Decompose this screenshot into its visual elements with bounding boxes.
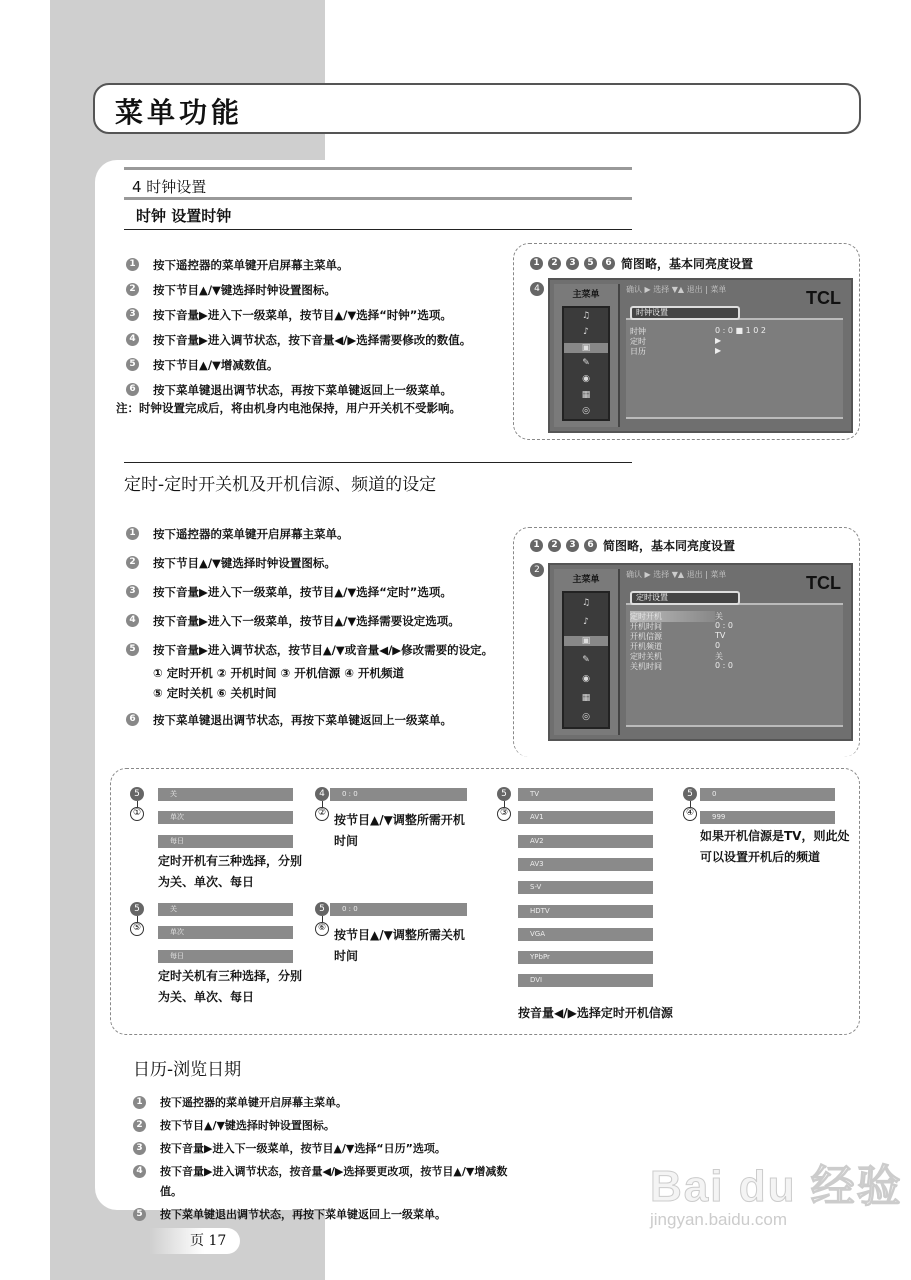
step-number-icon: 5: [126, 358, 139, 371]
caption-text: 简图略，基本同亮度设置: [621, 257, 754, 271]
option-value-bar: YPbPr: [518, 951, 653, 964]
step-text: 按下节目▲/▼键选择时钟设置图标。: [153, 283, 336, 297]
step-number-icon: 1: [126, 258, 139, 271]
clock-steps: [126, 258, 471, 408]
menu-row-value: 0: [715, 641, 721, 650]
menu-icon: ♪: [583, 616, 589, 627]
menu-icon-list: [562, 591, 610, 729]
menu-row-value: ▶: [715, 346, 722, 355]
step-number-icon: 3: [126, 585, 139, 598]
menu-hint-bar: 确认 ▶ 选择 ▼▲ 退出 | 菜单: [626, 285, 727, 294]
option-value-bar: 0 : 0: [330, 788, 467, 801]
step-number-icon: 4: [126, 614, 139, 627]
step-text: 按下节目▲/▼键选择时钟设置图标。: [153, 556, 336, 570]
step-item: [133, 1208, 520, 1225]
menu-icon: ▦: [581, 693, 591, 704]
option-value-bar: 单次: [158, 926, 293, 939]
main-menu-label: 主菜单: [572, 290, 600, 300]
caption-number-icon: 2: [548, 257, 561, 270]
option-description: 按音量◀/▶选择定时开机信源: [518, 1006, 673, 1020]
tcl-logo: TCL: [806, 288, 841, 308]
option-value-bar: 0 : 0: [330, 903, 467, 916]
menu-row-value: 关: [715, 652, 723, 661]
option-value-bar: DVI: [518, 974, 653, 987]
menu-title: 时钟设置: [630, 306, 740, 320]
menu-icon: ♫: [581, 597, 591, 608]
page-header: [93, 83, 861, 134]
menu-icon: ▣: [564, 636, 608, 646]
step-number-icon: 2: [133, 1119, 146, 1132]
menu-icon: ◎: [582, 405, 590, 416]
menu-icon: ✎: [582, 654, 590, 665]
step-circle-icon: 5: [683, 787, 697, 801]
option-value-bar: AV2: [518, 835, 653, 848]
step-item: [126, 585, 493, 602]
menu-title: 定时设置: [630, 591, 740, 605]
option-value-bar: 关: [158, 788, 293, 801]
caption-number-icon: 3: [566, 257, 579, 270]
step-text: 按下菜单键退出调节状态，再按下菜单键返回上一级菜单。: [153, 713, 452, 727]
menu-icon: ◉: [582, 374, 590, 385]
item-circle-icon: ②: [315, 807, 329, 821]
menu-row-label: 定时: [630, 337, 646, 346]
option-description: 定时关机有三种选择，分别为关、单次、每日: [158, 969, 303, 1004]
option-value-bar: AV3: [518, 858, 653, 871]
step-number-icon: 5: [126, 643, 139, 656]
menu-icon-list: [562, 306, 610, 421]
main-menu-sidebar: [554, 284, 620, 427]
caption-number-icon: 2: [548, 539, 561, 552]
menu-row: [630, 661, 830, 672]
menu-row-value: 0 : 0 ■ 1 0 2: [715, 326, 766, 335]
step-number-icon: 4: [133, 1165, 146, 1178]
screen-step-number: 4: [530, 282, 544, 296]
step-item: [126, 713, 493, 730]
step-text: 按下遥控器的菜单键开启屏幕主菜单。: [160, 1096, 347, 1109]
caption-number-icon: 1: [530, 257, 543, 270]
step-text: 按下遥控器的菜单键开启屏幕主菜单。: [153, 258, 349, 272]
page-title: 菜单功能: [115, 96, 244, 129]
timer-menu-screen: [548, 563, 853, 741]
step-item: [126, 556, 493, 573]
step-circle-icon: 5: [497, 787, 511, 801]
step-item: [133, 1165, 520, 1202]
step-text: 按下节目▲/▼键选择时钟设置图标。: [160, 1119, 335, 1132]
caption-number-icon: 5: [584, 257, 597, 270]
step-item: [126, 333, 471, 350]
step-number-icon: 3: [126, 308, 139, 321]
option-value-bar: VGA: [518, 928, 653, 941]
step-number-icon: 4: [126, 333, 139, 346]
menu-row-label: 开机频道: [630, 642, 662, 651]
menu-icon: ♪: [583, 326, 589, 337]
option-value-bar: 每日: [158, 835, 293, 848]
item-circle-icon: ①: [130, 807, 144, 821]
menu-row-label: 定时开机: [630, 611, 715, 622]
step-item: [126, 383, 471, 400]
watermark-url: jingyan.baidu.com: [650, 1210, 788, 1229]
step-text: 按下音量▶进入调节状态，按下音量◀/▶选择需要修改的数值。: [153, 333, 472, 347]
menu-icon: ▣: [564, 343, 608, 353]
step-number-icon: 1: [126, 527, 139, 540]
clock-menu-screen: [548, 278, 853, 433]
calendar-steps: [133, 1096, 520, 1231]
option-value-bar: HDTV: [518, 905, 653, 918]
option-value-bar: AV1: [518, 811, 653, 824]
step-text: 按下节目▲/▼增减数值。: [153, 358, 279, 372]
menu-row-value: 关: [715, 612, 723, 621]
step-text: 按下遥控器的菜单键开启屏幕主菜单。: [153, 527, 349, 541]
menu-row-value: 0 : 0: [715, 661, 733, 670]
sub-items: ① 定时开机 ② 开机时间 ③ 开机信源 ④ 开机频道: [153, 666, 404, 680]
step-number-icon: 1: [133, 1096, 146, 1109]
menu-row-label: 时钟: [630, 327, 646, 336]
step-text: 按下音量▶进入下一级菜单，按节目▲/▼选择“日历”选项。: [160, 1142, 446, 1155]
menu-icon: ◉: [582, 674, 590, 685]
caption-number-icon: 1: [530, 539, 543, 552]
option-description: 按节目▲/▼调整所需关机时间: [334, 928, 465, 963]
step-item: [133, 1142, 520, 1159]
caption-number-icon: 3: [566, 539, 579, 552]
caption-number-icon: 6: [602, 257, 615, 270]
item-circle-icon: ③: [497, 807, 511, 821]
step-text: 按下音量▶进入下一级菜单，按节目▲/▼选择“时钟”选项。: [153, 308, 452, 322]
step-text: 按下音量▶进入调节状态，按音量◀/▶选择要更改项，按节目▲/▼增减数值。: [160, 1165, 508, 1198]
menu-icon: ▦: [581, 390, 591, 401]
subsection-title: 时钟 设置时钟: [136, 207, 232, 225]
step-circle-icon: 5: [130, 902, 144, 916]
option-value-bar: 0: [700, 788, 835, 801]
step-number-icon: 5: [133, 1208, 146, 1221]
step-item: [126, 643, 493, 660]
main-menu-label: 主菜单: [572, 575, 600, 585]
menu-row-label: 开机信源: [630, 632, 662, 641]
option-value-bar: 关: [158, 903, 293, 916]
step-circle-icon: 5: [130, 787, 144, 801]
menu-icon: ✎: [582, 358, 590, 369]
menu-row-value: TV: [715, 631, 726, 640]
menu-row: [630, 346, 830, 357]
page-number: 页 17: [150, 1228, 240, 1254]
step-item: [126, 614, 493, 631]
option-description: 如果开机信源是TV，则此处可以设置开机后的频道: [700, 829, 850, 864]
menu-hint-bar: 确认 ▶ 选择 ▼▲ 退出 | 菜单: [626, 570, 727, 579]
step-number-icon: 2: [126, 556, 139, 569]
item-circle-icon: ④: [683, 807, 697, 821]
step-item: [126, 283, 471, 300]
baidu-watermark: [650, 1150, 903, 1230]
caption-text: 简图略，基本同亮度设置: [603, 539, 736, 553]
menu-row-value: 0 : 0: [715, 621, 733, 630]
option-description: 按节目▲/▼调整所需开机时间: [334, 813, 465, 848]
menu-row-label: 日历: [630, 347, 646, 356]
section-title: 4 时钟设置: [132, 178, 207, 196]
step-number-icon: 6: [126, 383, 139, 396]
screen-step-number: 2: [530, 563, 544, 577]
step-number-icon: 3: [133, 1142, 146, 1155]
timer-steps: [126, 527, 493, 742]
step-text: 按下音量▶进入下一级菜单，按节目▲/▼选择需要设定选项。: [153, 614, 460, 628]
menu-row-label: 关机时间: [630, 662, 662, 671]
menu-icon: ◎: [582, 712, 590, 723]
step-text: 按下音量▶进入调节状态，按节目▲/▼或音量◀/▶修改需要的设定。: [153, 643, 494, 657]
option-value-bar: 每日: [158, 950, 293, 963]
calendar-title: 日历-浏览日期: [133, 1060, 242, 1080]
timer-title: 定时-定时开关机及开机信源、频道的设定: [124, 475, 437, 495]
menu-icon: ♫: [581, 310, 591, 321]
menu-row-label: 开机时间: [630, 622, 662, 631]
sub-items-2: ⑤ 定时关机 ⑥ 关机时间: [153, 685, 277, 700]
step-number-icon: 2: [126, 283, 139, 296]
option-value-bar: S-V: [518, 881, 653, 894]
option-value-bar: TV: [518, 788, 653, 801]
item-circle-icon: ⑥: [315, 922, 329, 936]
step-text: 按下菜单键退出调节状态，再按下菜单键返回上一级菜单。: [160, 1208, 446, 1221]
step-item: [126, 358, 471, 375]
step-text: 按下音量▶进入下一级菜单，按节目▲/▼选择“定时”选项。: [153, 585, 452, 599]
watermark-brand: Bai du 经验: [650, 1162, 903, 1211]
step-item: [133, 1119, 520, 1136]
step-text: 按下菜单键退出调节状态，再按下菜单键返回上一级菜单。: [153, 383, 452, 397]
clock-note: 注：时钟设置完成后，将由机身内电池保持，用户开关机不受影响。: [116, 401, 461, 415]
step-item: [126, 527, 493, 544]
menu-row-value: ▶: [715, 336, 722, 345]
step-item: [126, 308, 471, 325]
option-description: 定时开机有三种选择，分别为关、单次、每日: [158, 854, 303, 889]
option-value-bar: 单次: [158, 811, 293, 824]
clock-caption: [530, 255, 753, 272]
caption-number-icon: 6: [584, 539, 597, 552]
step-item: [133, 1096, 520, 1113]
timer-caption: [530, 537, 735, 554]
menu-row-label: 定时关机: [630, 652, 662, 661]
step-number-icon: 6: [126, 713, 139, 726]
item-circle-icon: ⑤: [130, 922, 144, 936]
step-circle-icon: 4: [315, 787, 329, 801]
tcl-logo: TCL: [806, 573, 841, 593]
step-circle-icon: 5: [315, 902, 329, 916]
option-value-bar: 999: [700, 811, 835, 824]
main-menu-sidebar: [554, 569, 620, 735]
step-item: [126, 258, 471, 275]
